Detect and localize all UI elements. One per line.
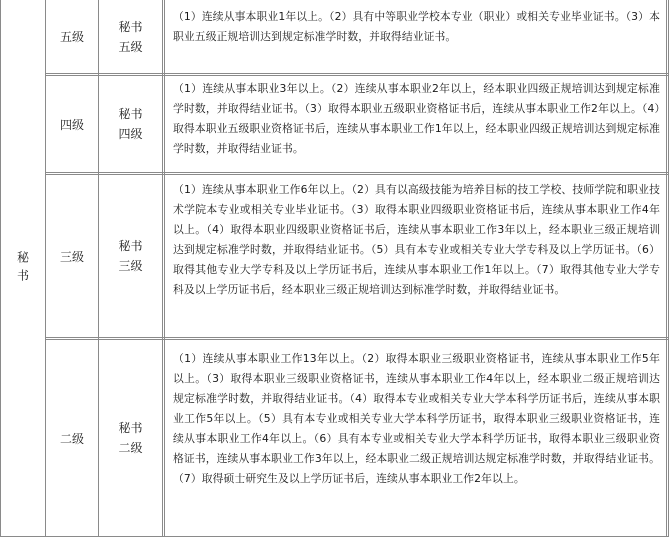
requirements-text: （1）连续从事本职业3年以上。（2）连续从事本职业2年以上，经本职业四级正规培训达到规定标准学时数，并取得结业证书。（3）取得本职业五级职业资格证书后，连续从事本职业工作2年以上。（4）取得本职业五级职业资格证书后，连续从事本职业工作1年以上，经本职业四级正规培训达到规定标准学时数，并取得结业证书。 [173,82,660,155]
level-label: 二级 [59,431,84,446]
profession-cell [1,0,45,537]
requirements-text: （1）连续从事本职业工作6年以上。（2）具有以高级技能为培养目标的技工学校、技师学院和职业技术学院本专业或相关专业毕业证书。（3）取得本职业四级职业资格证书后，连续从事本职业工作4年以上。（4）取得本职业四级职业资格证书后，连续从事本职业工作3年以上，经本职业三级正规培训达到规定标准学时数，并取得结业证书。（5）具有本专业或相关专业大学专科及以上学历证书。（6）取得其他专业大学专科及以上学历证书后，连续从事本职业工作1年以上。（7）取得其他专业大学专科及以上学历证书后，经本职业三级正规培训达到标准学时数，并取得结业证书。 [173,183,660,296]
requirements-text: （1）连续从事本职业工作13年以上。（2）取得本职业三级职业资格证书，连续从事本职业工作5年以上。（3）取得本职业三级职业资格证书，连续从事本职业工作4年以上，经本职业二级正规培训达规定标准学时数，并取得结业证书。（4）取得本专业或相关专业大学本科学历证书后，连续从事本职业工作5年以上。（5）具有本专业或相关专业大学本科学历证书，取得本职业三级职业资格证书，连续从事本职业工作4年以上。（6）具有本专业或相关专业大学本科学历证书，取得本职业三级职业资格证书，连续从事本职业工作3年以上，经本职业二级正规培训达规定标准学时数，并取得结业证书。（7）取得硕士研究生及以上学历证书后，连续从事本职业工作2年以上。 [173,352,660,485]
requirements-text: （1）连续从事本职业1年以上。（2）具有中等职业学校本专业（职业）或相关专业毕业证书。（3）本职业五级正规培训达到规定标准学时数，并取得结业证书。 [173,10,660,43]
requirements-cell [165,0,666,73]
title-cell [99,76,162,172]
requirements-cell [165,175,666,337]
title-line-2: 四级 [118,127,143,141]
title-line-1: 秘书 [118,421,143,435]
level-label: 三级 [59,249,84,264]
level-cell [46,175,98,337]
title-line-1: 秘书 [118,19,143,34]
grid-line [668,0,669,537]
level-label: 四级 [59,117,84,132]
profession-label: 秘书 [15,250,30,287]
requirements-cell [165,76,666,172]
title-cell [99,340,162,536]
grid-line [162,0,163,537]
grid-line [45,73,668,74]
grid-line [45,337,668,338]
level-cell [46,340,98,536]
grid-line [666,0,667,537]
title-cell [99,0,162,73]
requirements-cell [165,340,666,536]
title-line-1: 秘书 [118,239,143,253]
level-label: 五级 [59,30,84,44]
title-line-2: 三级 [118,259,143,273]
title-line-2: 二级 [118,441,143,455]
grid-line [45,172,668,173]
title-cell [99,175,162,337]
title-line-2: 五级 [118,39,143,54]
level-cell [46,76,98,172]
title-line-1: 秘书 [118,107,143,121]
level-cell [46,0,98,73]
